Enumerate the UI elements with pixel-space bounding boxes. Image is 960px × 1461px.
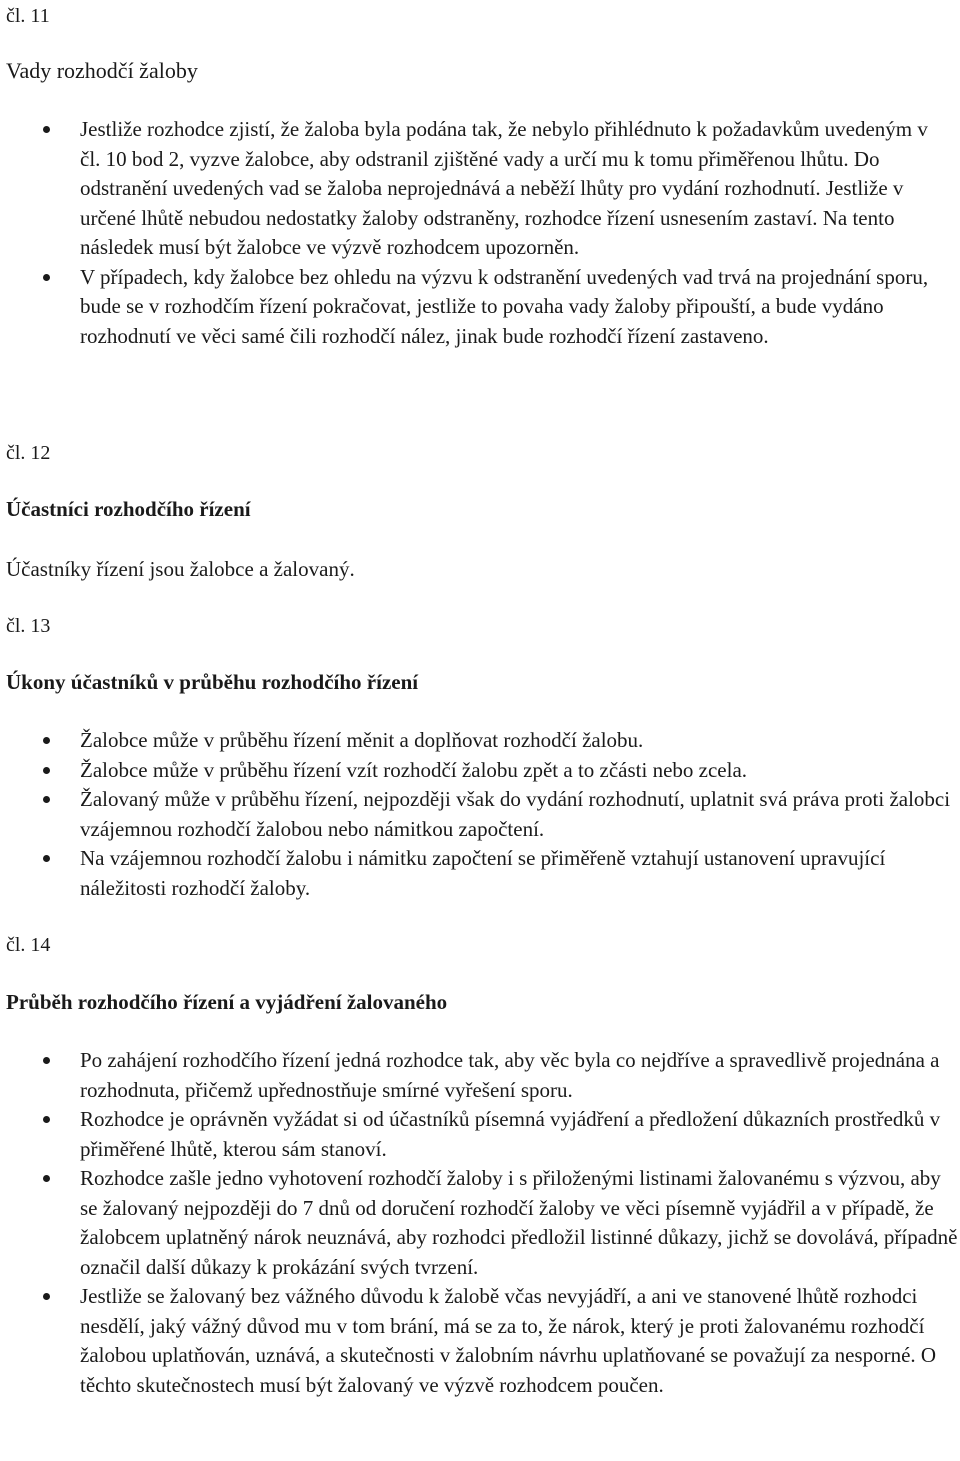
list-item xyxy=(0,844,960,903)
list-item-text: V případech, kdy žalobce bez ohledu na výzvu k odstranění uvedených vad trvá na projednání sporu, bude se v rozhodčím řízení pokračovat, jestliže to povaha vady žaloby připouští, a bude vydáno rozhodnutí ve věci samé čili rozhodčí nález, jinak bude rozhodčí řízení zastaveno. xyxy=(80,264,929,348)
bullet-icon xyxy=(43,796,50,803)
list-item-text: Jestliže rozhodce zjistí, že žaloba byla podána tak, že nebylo přihlédnuto k požadavkům uvedeným v čl. 10 bod 2, vyzve žalobce, aby odstranil zjištěné vady a určí mu k tomu přiměřenou lhůtu. Do odstranění uvedených vad se žaloba neprojednává a neběží lhůty pro vydání rozhodnutí. Jestliže v určené lhůtě nebudou nedostatky žaloby odstraněny, rozhodce řízení usnesením zastaví. Na tento následek musí být žalobce ve výzvě rozhodcem upozorněn. xyxy=(80,117,928,259)
list-item-text: Jestliže se žalovaný bez vážného důvodu k žalobě včas nevyjádří, a ani ve stanovené lhůtě rozhodci nesdělí, jaký vážný důvod mu v tom brání, má se za to, že nárok, který je proti žalovanému rozhodčí žalobou uplatňován, uznává, a skutečnosti v žalobním návrhu uplatňované se považují za nesporné. O těchto skutečnostech musí být žalovaný ve výzvě rozhodcem poučen. xyxy=(80,1284,937,1397)
list-item-text: Na vzájemnou rozhodčí žalobu i námitku započtení se přiměřeně vztahují ustanovení upravující náležitosti rozhodčí žaloby. xyxy=(80,846,886,900)
bullet-icon xyxy=(43,855,50,862)
article-title: Vady rozhodčí žaloby xyxy=(6,58,198,83)
list-item xyxy=(0,726,960,756)
article-number: čl. 12 xyxy=(6,442,51,464)
article-bullet-list xyxy=(0,726,960,903)
list-item-text: Žalobce může v průběhu řízení měnit a doplňovat rozhodčí žalobu. xyxy=(80,728,644,752)
bullet-icon xyxy=(43,1116,50,1123)
list-item-text: Žalobce může v průběhu řízení vzít rozhodčí žalobu zpět a to zčásti nebo zcela. xyxy=(80,757,748,782)
bullet-icon xyxy=(43,1293,50,1300)
list-item xyxy=(0,263,940,352)
article-number: čl. 14 xyxy=(6,934,51,956)
article-title: Účastníci rozhodčího řízení xyxy=(6,497,251,521)
list-item-text: Žalovaný může v průběhu řízení, nejpozději však do vydání rozhodnutí, uplatnit svá práva proti žalobci vzájemnou rozhodčí žalobou nebo námitkou započtení. xyxy=(80,787,951,841)
bullet-icon xyxy=(43,1175,50,1182)
list-item-text: Rozhodce je oprávněn vyžádat si od účastníků písemná vyjádření a předložení důkazních prostředků v přiměřené lhůtě, kterou sám stanoví. xyxy=(80,1107,941,1161)
bullet-icon xyxy=(43,126,50,133)
article-title: Úkony účastníků v průběhu rozhodčího řízení xyxy=(6,670,419,694)
bullet-icon xyxy=(43,737,50,744)
list-item xyxy=(0,756,960,786)
bullet-icon xyxy=(43,274,50,281)
article-number: čl. 11 xyxy=(6,5,50,27)
list-item xyxy=(0,1046,960,1105)
bullet-icon xyxy=(43,767,50,774)
list-item-text: Rozhodce zašle jedno vyhotovení rozhodčí žaloby i s přiloženými listinami žalovanému s výzvou, aby se žalovaný nejpozději do 7 dnů od doručení rozhodčí žaloby ve věci písemně vyjádřil a v případě, že žalobcem uplatněný nárok neuznává, aby rozhodci předložil listinné důkazy, jichž se dovolává, případně označil další důkazy k prokázání svých tvrzení. xyxy=(80,1166,958,1279)
article-text: Účastníky řízení jsou žalobce a žalovaný. xyxy=(6,557,355,581)
list-item xyxy=(0,115,940,263)
list-item xyxy=(0,1282,960,1400)
list-item xyxy=(0,1164,960,1282)
article-bullet-list xyxy=(0,1046,960,1400)
list-item xyxy=(0,785,960,844)
bullet-icon xyxy=(43,1057,50,1064)
article-number: čl. 13 xyxy=(6,615,51,637)
article-bullet-list xyxy=(0,115,940,351)
list-item-text: Po zahájení rozhodčího řízení jedná rozhodce tak, aby věc byla co nejdříve a spravedlivě projednána a rozhodnuta, přičemž upřednostňuje smírné vyřešení sporu. xyxy=(80,1048,940,1102)
list-item xyxy=(0,1105,960,1164)
article-title: Průběh rozhodčího řízení a vyjádření žalovaného xyxy=(6,990,448,1014)
